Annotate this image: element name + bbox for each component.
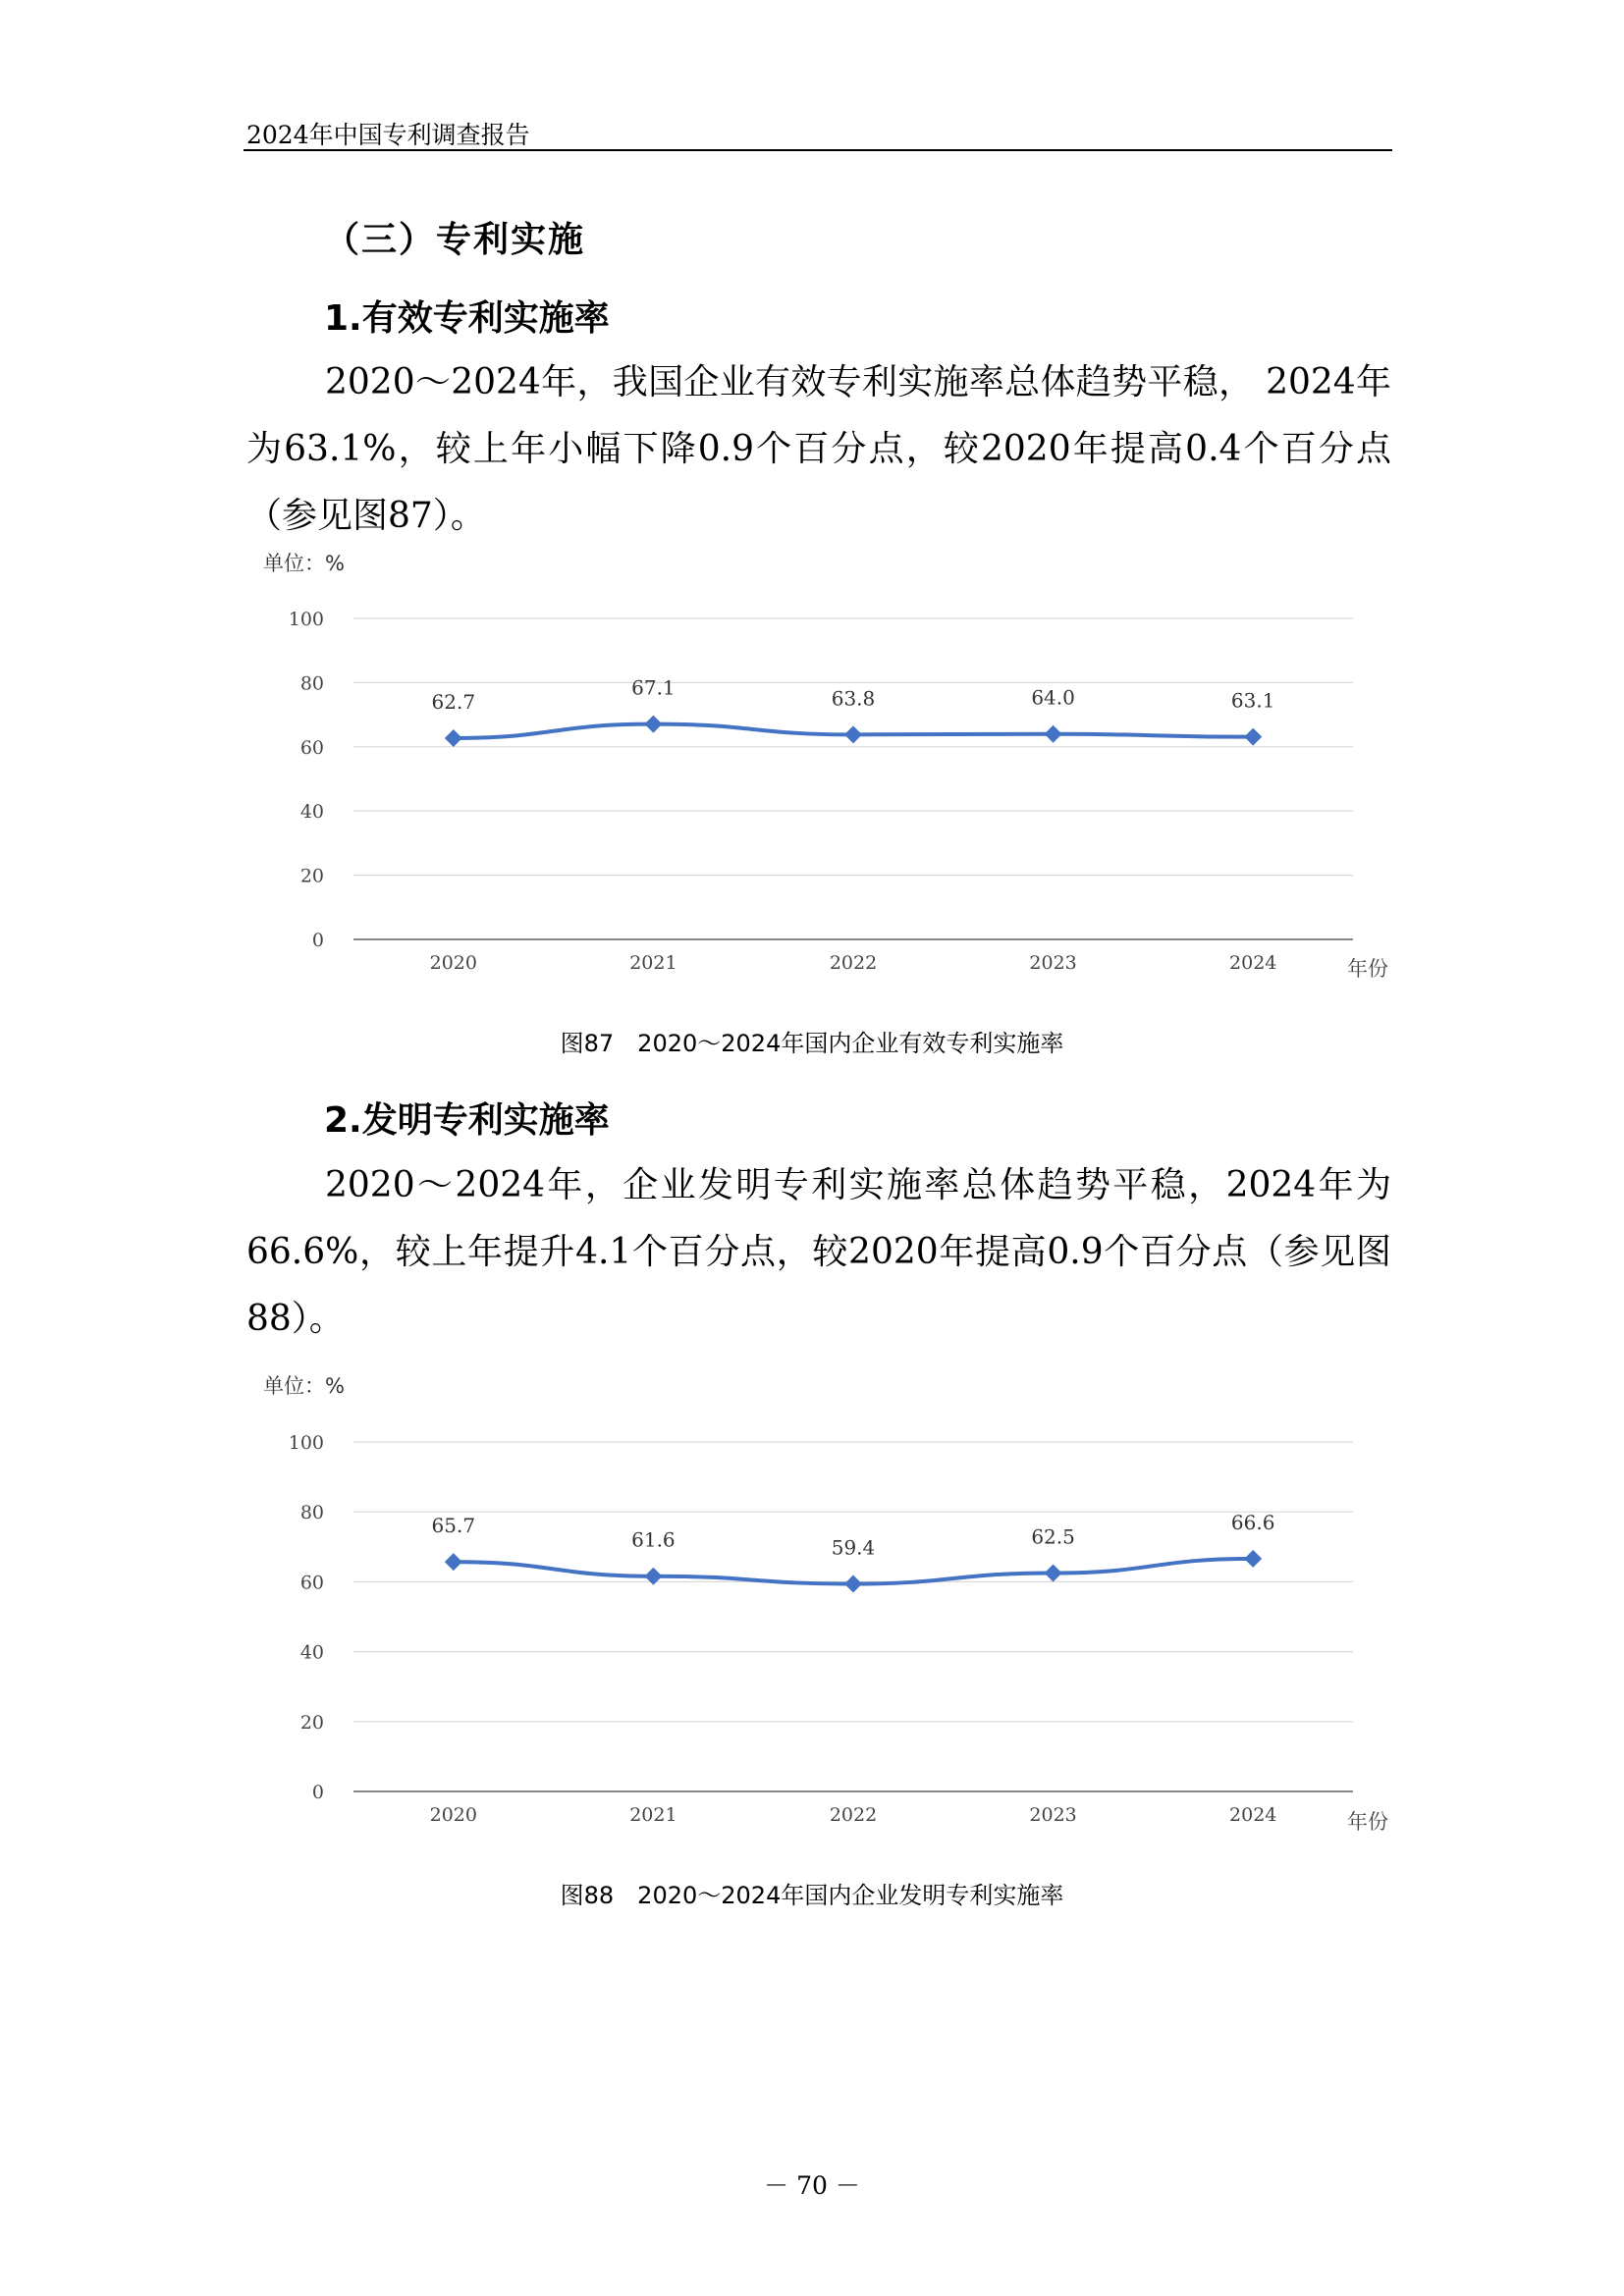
data-point-marker: [1244, 1550, 1262, 1568]
page-number: － 70 －: [764, 2171, 860, 2200]
sub-heading-2: 2.发明专利实施率: [324, 1100, 610, 1141]
data-point-marker: [1045, 725, 1062, 743]
data-label: 65.7: [431, 1514, 476, 1538]
y-tick-label: 80: [299, 1502, 324, 1524]
chart-88-svg: [244, 1365, 1392, 1834]
y-tick-label: 20: [299, 865, 324, 887]
unit-label: 单位：%: [263, 552, 345, 575]
y-tick-label: 40: [299, 1641, 324, 1664]
data-point-marker: [1244, 728, 1262, 746]
x-axis-title: 年份: [1347, 1810, 1388, 1834]
x-tick-label: 2023: [1029, 952, 1077, 974]
x-tick-label: 2020: [429, 1804, 477, 1826]
x-tick-label: 2023: [1029, 1804, 1077, 1826]
chart-87: [244, 542, 1392, 993]
y-tick-label: 20: [299, 1711, 324, 1734]
data-label: 61.6: [631, 1527, 676, 1552]
running-header: 2024年中国专利调查报告: [246, 121, 530, 149]
chart-87-svg: [244, 542, 1392, 993]
data-label: 67.1: [631, 675, 676, 700]
data-label: 62.5: [1031, 1524, 1075, 1549]
y-tick-label: 60: [299, 736, 324, 759]
x-axis-title: 年份: [1347, 957, 1388, 981]
sub-heading-1: 1.有效专利实施率: [324, 298, 610, 339]
x-tick-label: 2020: [429, 952, 477, 974]
x-tick-label: 2021: [629, 952, 677, 974]
y-tick-label: 60: [299, 1572, 324, 1594]
paragraph-1: 2020～2024年，我国企业有效专利实施率总体趋势平稳， 2024年为63.1%，较上年小幅下降0.9个百分点，较2020年提高0.4个百分点（参见图87）。: [246, 362, 1391, 536]
x-tick-label: 2024: [1229, 952, 1277, 974]
y-tick-label: 40: [299, 801, 324, 824]
y-tick-label: 0: [311, 930, 324, 951]
data-point-marker: [1045, 1565, 1062, 1582]
section-title: （三）专利实施: [324, 220, 586, 260]
x-tick-label: 2022: [829, 1804, 878, 1826]
paragraph-2: 2020～2024年，企业发明专利实施率总体趋势平稳，2024年为66.6%，较上年提升4.1个百分点，较2020年提高0.9个百分点（参见图88）。: [246, 1165, 1391, 1339]
data-label: 59.4: [831, 1535, 876, 1560]
x-tick-label: 2021: [629, 1804, 677, 1826]
x-tick-label: 2024: [1229, 1804, 1277, 1826]
y-tick-label: 100: [288, 609, 324, 630]
x-tick-label: 2022: [829, 952, 878, 974]
chart-88: [244, 1365, 1392, 1834]
header-rule: [244, 149, 1392, 151]
data-point-marker: [445, 1553, 462, 1571]
y-tick-label: 100: [288, 1432, 324, 1454]
data-label: 64.0: [1031, 685, 1075, 710]
data-point-marker: [844, 1575, 862, 1593]
data-label: 62.7: [431, 689, 476, 714]
data-label: 63.1: [1230, 688, 1275, 713]
data-point-marker: [644, 716, 662, 733]
data-label: 63.8: [831, 686, 876, 711]
figure-88-caption: 图88 2020～2024年国内企业发明专利实施率: [560, 1882, 1064, 1909]
data-point-marker: [445, 729, 462, 747]
data-point-marker: [644, 1568, 662, 1585]
figure-87-caption: 图87 2020～2024年国内企业有效专利实施率: [560, 1030, 1064, 1057]
y-tick-label: 80: [299, 672, 324, 695]
data-point-marker: [844, 725, 862, 743]
data-label: 66.6: [1230, 1510, 1275, 1534]
unit-label: 单位：%: [263, 1374, 345, 1398]
y-tick-label: 0: [311, 1782, 324, 1803]
